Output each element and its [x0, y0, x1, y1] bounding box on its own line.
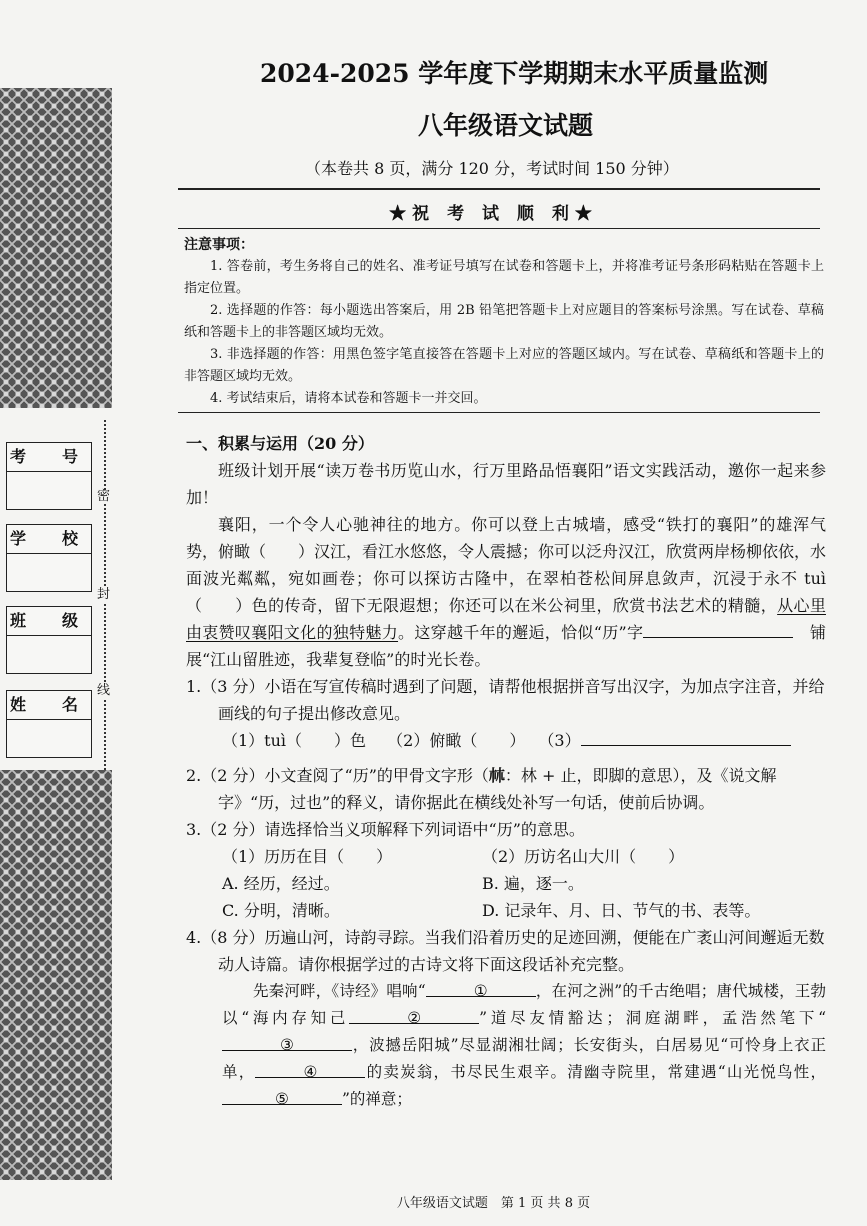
notice-heading: 注意事项：	[184, 237, 254, 253]
divider	[178, 228, 820, 229]
page-footer: 八年级语文试题 第 1 页 共 8 页	[396, 1196, 591, 1211]
passage-text: 襄阳，一个令人心驰神往的地方。你可以登上古城墙，感受“铁打的襄阳”的雄浑气势，俯瞰（ ）汉江，看江水悠悠，令人震撼；你可以泛舟汉江，欣赏两岸杨柳依依，水面波光粼粼，宛如画卷；你可以探访古隆中，在翠柏苍松间屏息敛声，沉浸于永不 tuì（ ）色的传奇，留下无限遐想；你还可以在米公祠里，欣赏书法艺术的精髓，	[186, 515, 827, 615]
exam-number-box	[6, 442, 92, 510]
q3-option-b: B. 遍，逐一。	[482, 874, 584, 893]
question-3: 3.（2 分）请选择恰当义项解释下列词语中“历”的意思。	[186, 820, 585, 839]
notice-item: 3. 非选择题的作答：用黑色签字笔直接答在答题卡上对应的答题区域内。写在试卷、草稿纸和答题卡上的非答题区域均无效。	[184, 347, 824, 384]
section-1	[186, 430, 826, 1113]
answer-blank	[581, 727, 791, 746]
question-1-parts	[186, 727, 826, 754]
reading-passage	[186, 511, 826, 673]
exam-number-label: 考 号	[7, 443, 91, 472]
school-label: 学 校	[7, 525, 91, 554]
passage-text: 。这穿越千年的邂逅，恰似“历”字	[398, 623, 644, 642]
q3-option-c: C. 分明，清晰。	[222, 901, 340, 920]
q3-option-a: A. 经历，经过。	[222, 874, 340, 893]
notice-item: 1. 答卷前，考生务将自己的姓名、准考证号填写在试卷和答题卡上，并将准考证号条形码粘贴在答题卡上指定位置。	[184, 259, 824, 296]
q4-text: ，在河之洲”的千古绝唱；唐代城楼，王勃以“海内存知己	[222, 982, 826, 1027]
exam-subject: 八年级语文试题	[418, 111, 594, 140]
notice-item: 4. 考试结束后，请将本试卷和答题卡一并交回。	[210, 391, 487, 406]
blank-3: ③	[222, 1032, 352, 1051]
school-box	[6, 524, 92, 592]
q4-text: ，波撼岳阳城”尽显湖湘壮阔；长安街头，白居易见“可怜身上衣正单，	[222, 1036, 826, 1081]
q4-text: ”的禅意；	[342, 1090, 412, 1108]
exam-title: 2024-2025 学年度下学期期末水平质量监测	[260, 59, 769, 88]
q4-passage	[186, 978, 826, 1113]
seal-char-mi: 密	[97, 489, 111, 504]
name-label: 姓 名	[7, 691, 91, 720]
question-1: 1.（3 分）小语在写宣传稿时遇到了问题，请帮他根据拼音写出汉字，为加点字注音，并给画线的句子提出修改意见。	[186, 677, 825, 723]
oracle-bone-glyph: 𣏟	[488, 766, 505, 785]
class-box	[6, 606, 92, 674]
underlined-sentence: 从心里由衷赞叹襄阳文化的独特魅力	[186, 596, 826, 642]
blank-1: ①	[426, 978, 536, 997]
q1-part-1: （1）tuì（ ）色	[222, 731, 367, 750]
decorative-pattern-top	[0, 88, 112, 408]
divider	[178, 188, 820, 190]
name-box	[6, 690, 92, 758]
good-luck-banner: ★祝 考 试 顺 利★	[389, 204, 598, 224]
question-4: 4.（8 分）历遍山河，诗韵寻踪。当我们沿着历史的足迹回溯，便能在广袤山河间邂逅无数动人诗篇。请你根据学过的古诗文将下面这段话补充完整。	[186, 928, 825, 974]
q3-items	[186, 843, 826, 870]
q4-text: 先秦河畔，《诗经》唱响“	[253, 982, 426, 1000]
seal-char-xian: 线	[97, 683, 111, 698]
decorative-pattern-bottom	[0, 770, 112, 1180]
notice-section	[184, 234, 824, 410]
q3-item: （2）历访名山大川（ ）	[482, 847, 685, 866]
class-label: 班 级	[7, 607, 91, 636]
seal-char-feng: 封	[97, 587, 111, 602]
passage-text: 铺展“江山留胜迹，我辈复登临”的时光长卷。	[186, 623, 826, 669]
divider	[178, 412, 820, 413]
q4-text: 的卖炭翁，书尽民生艰辛。清幽寺院里，常建遇“山光悦鸟性，	[365, 1063, 826, 1081]
q1-part-2: （2）俯瞰（ ）	[387, 731, 518, 750]
q3-options-row	[186, 897, 826, 924]
blank-5: ⑤	[222, 1086, 342, 1105]
q3-option-d: D. 记录年、月、日、节气的书、表等。	[482, 901, 761, 920]
activity-intro: 班级计划开展“读万卷书历览山水，行万里路品悟襄阳”语文实践活动，邀你一起来参加！	[186, 461, 826, 507]
q3-options-row	[186, 870, 826, 897]
seal-line	[97, 420, 118, 770]
blank-4: ④	[255, 1059, 365, 1078]
exam-info: （本卷共 8 页，满分 120 分，考试时间 150 分钟）	[305, 159, 679, 178]
q2-text: 2.（2 分）小文查阅了“历”的甲骨文字形（	[186, 766, 489, 785]
q3-item: （1）历历在目（ ）	[222, 847, 393, 866]
blank-2: ②	[349, 1005, 479, 1024]
notice-item: 2. 选择题的作答：每小题选出答案后，用 2B 铅笔把答题卡上对应题目的答案标号涂黑。写在试卷、草稿纸和答题卡上的非答题区域均无效。	[184, 303, 824, 340]
q2-text: ：林 + 止，即脚的意思），及《说文解字》“历，过也”的释义，请你据此在横线处补写一句话，使前后协调。	[218, 766, 777, 812]
q4-text: ”道尽友情豁达；洞庭湖畔，孟浩然笔下“	[479, 1009, 826, 1027]
section-heading: 一、积累与运用（20 分）	[186, 434, 374, 453]
q1-part-3: （3）	[538, 731, 581, 750]
answer-blank	[643, 619, 793, 638]
question-2	[186, 762, 826, 816]
